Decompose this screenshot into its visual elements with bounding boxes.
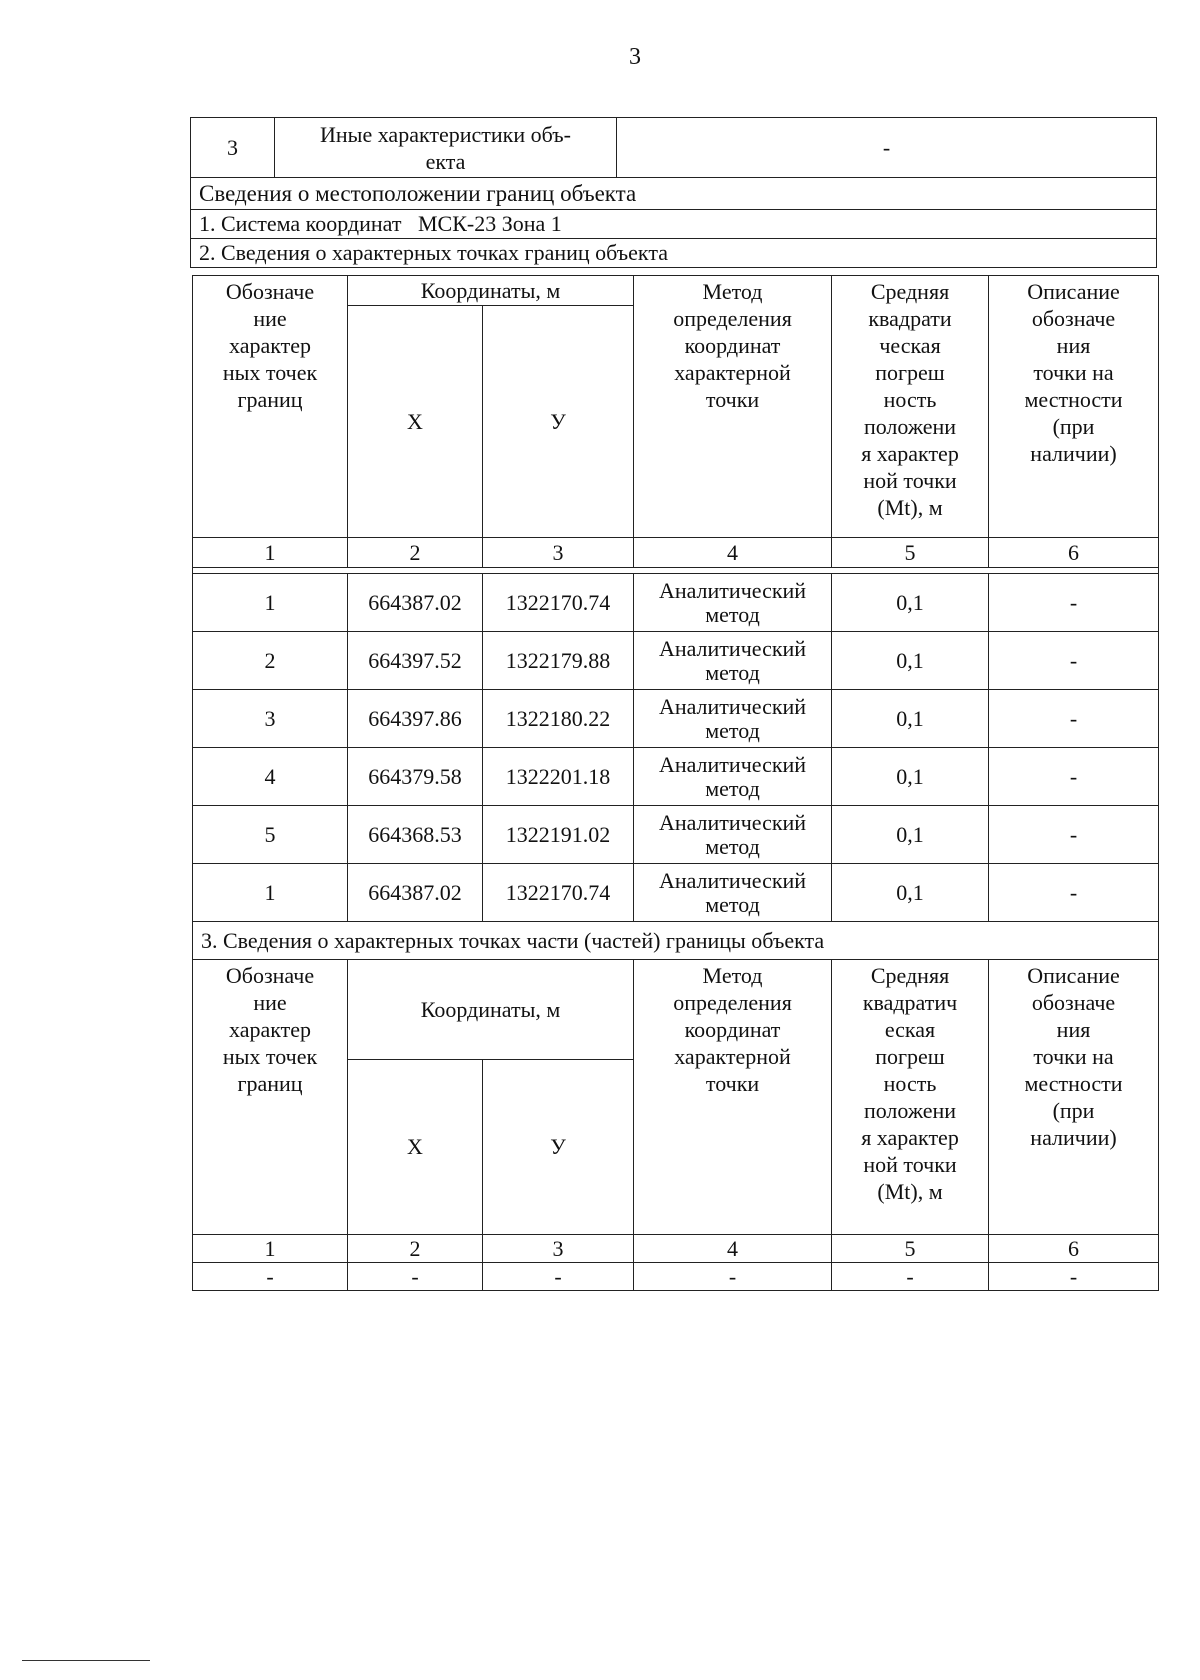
point-method: Аналитический метод bbox=[634, 748, 832, 806]
point-desc: - bbox=[989, 574, 1159, 632]
point-id: 3 bbox=[193, 690, 348, 748]
point-y: 1322170.74 bbox=[483, 574, 634, 632]
page-number: 3 bbox=[629, 44, 641, 70]
point-desc: - bbox=[989, 690, 1159, 748]
point-x: 664368.53 bbox=[348, 806, 483, 864]
empty-cell: - bbox=[989, 1263, 1159, 1291]
error-header: Средняя квадрати ческая погреш ность положени я характер ной точки (Mt), м bbox=[832, 276, 989, 538]
colnum: 1 bbox=[193, 1235, 348, 1263]
boundary-main-table bbox=[190, 117, 1157, 268]
y-header: У bbox=[483, 306, 634, 538]
point-x: 664379.58 bbox=[348, 748, 483, 806]
description-header: Описание обозначе ния точки на местности (при наличии) bbox=[989, 276, 1159, 538]
method-header: Метод определения координат характерной точки bbox=[634, 276, 832, 538]
point-method: Аналитический метод bbox=[634, 632, 832, 690]
colnum: 6 bbox=[989, 538, 1159, 568]
point-x: 664387.02 bbox=[348, 574, 483, 632]
point-desc: - bbox=[989, 806, 1159, 864]
empty-cell: - bbox=[483, 1263, 634, 1291]
colnum: 1 bbox=[193, 538, 348, 568]
part-empty-row bbox=[193, 1263, 1159, 1291]
point-y: 1322180.22 bbox=[483, 690, 634, 748]
colnum: 4 bbox=[634, 538, 832, 568]
part-method-header: Метод определения координат характерной точки bbox=[634, 960, 832, 1235]
point-method: Аналитический метод bbox=[634, 574, 832, 632]
footnote-line bbox=[22, 1660, 150, 1661]
table-row bbox=[193, 806, 1159, 864]
point-method: Аналитический метод bbox=[634, 864, 832, 922]
point-mt: 0,1 bbox=[832, 806, 989, 864]
table-row bbox=[193, 574, 1159, 632]
location-section-title: Сведения о местоположении границ объекта bbox=[191, 178, 1157, 210]
point-x: 664397.52 bbox=[348, 632, 483, 690]
point-y: 1322191.02 bbox=[483, 806, 634, 864]
item-number-cell bbox=[191, 118, 275, 178]
item-value-cell bbox=[617, 118, 1157, 178]
point-mt: 0,1 bbox=[832, 748, 989, 806]
table-row bbox=[193, 632, 1159, 690]
part-y-header: У bbox=[483, 1060, 634, 1235]
point-method: Аналитический метод bbox=[634, 690, 832, 748]
colnum: 6 bbox=[989, 1235, 1159, 1263]
part-column-numbers-row bbox=[193, 1235, 1159, 1263]
table-row bbox=[193, 690, 1159, 748]
part-x-header: X bbox=[348, 1060, 483, 1235]
item-label-cell: Иные характеристики объ- екта bbox=[275, 118, 617, 178]
point-mt: 0,1 bbox=[832, 690, 989, 748]
point-y: 1322201.18 bbox=[483, 748, 634, 806]
point-y: 1322170.74 bbox=[483, 864, 634, 922]
part-description-header: Описание обозначе ния точки на местности (при наличии) bbox=[989, 960, 1159, 1235]
point-id: 1 bbox=[193, 574, 348, 632]
point-method: Аналитический метод bbox=[634, 806, 832, 864]
colnum: 3 bbox=[483, 1235, 634, 1263]
x-header: X bbox=[348, 306, 483, 538]
points-table bbox=[192, 275, 1159, 1291]
column-numbers-row bbox=[193, 538, 1159, 568]
point-x: 664387.02 bbox=[348, 864, 483, 922]
designation-header: Обозначе ние характер ных точек границ bbox=[193, 276, 348, 538]
point-desc: - bbox=[989, 748, 1159, 806]
item-number: 3 bbox=[227, 134, 238, 160]
colnum: 4 bbox=[634, 1235, 832, 1263]
point-desc: - bbox=[989, 864, 1159, 922]
part-designation-header: Обозначе ние характер ных точек границ bbox=[193, 960, 348, 1235]
colnum: 5 bbox=[832, 538, 989, 568]
point-mt: 0,1 bbox=[832, 864, 989, 922]
coord-system: 1. Система координат МСК-23 Зона 1 bbox=[191, 210, 1157, 239]
point-id: 1 bbox=[193, 864, 348, 922]
colnum: 2 bbox=[348, 1235, 483, 1263]
empty-cell: - bbox=[193, 1263, 348, 1291]
point-y: 1322179.88 bbox=[483, 632, 634, 690]
points-section-title: 2. Сведения о характерных точках границ объекта bbox=[191, 239, 1157, 268]
point-x: 664397.86 bbox=[348, 690, 483, 748]
point-mt: 0,1 bbox=[832, 632, 989, 690]
table-row bbox=[193, 748, 1159, 806]
point-id: 4 bbox=[193, 748, 348, 806]
part-error-header: Средняя квадратич еская погреш ность положени я характер ной точки (Mt), м bbox=[832, 960, 989, 1235]
point-desc: - bbox=[989, 632, 1159, 690]
point-id: 5 bbox=[193, 806, 348, 864]
empty-cell: - bbox=[634, 1263, 832, 1291]
part-coords-header: Координаты, м bbox=[348, 960, 634, 1060]
empty-cell: - bbox=[832, 1263, 989, 1291]
coords-header: Координаты, м bbox=[348, 276, 634, 306]
colnum: 5 bbox=[832, 1235, 989, 1263]
point-mt: 0,1 bbox=[832, 574, 989, 632]
item-value: - bbox=[882, 134, 891, 160]
empty-cell: - bbox=[348, 1263, 483, 1291]
part-section-title: 3. Сведения о характерных точках части (частей) границы объекта bbox=[193, 922, 1159, 960]
table-row bbox=[193, 864, 1159, 922]
colnum: 2 bbox=[348, 538, 483, 568]
point-id: 2 bbox=[193, 632, 348, 690]
colnum: 3 bbox=[483, 538, 634, 568]
